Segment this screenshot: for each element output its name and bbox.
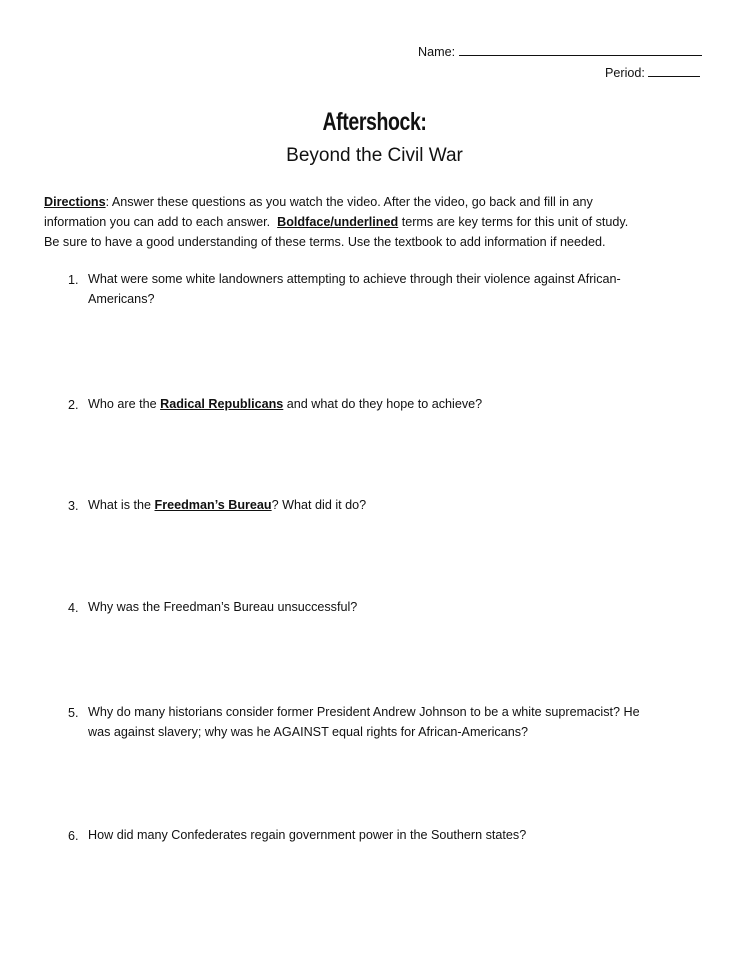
page-title: Aftershock:: [322, 108, 427, 136]
key-term: Freedman’s Bureau: [154, 498, 272, 512]
question-number: 6.: [68, 829, 79, 843]
question-text: and what do they hope to achieve?: [283, 397, 483, 411]
directions-line2b: terms are key terms for this unit of study.: [398, 215, 629, 229]
directions-line3: Be sure to have a good understanding of these terms. Use the textbook to add information if needed.: [44, 235, 606, 249]
page-subtitle: Beyond the Civil War: [286, 145, 463, 166]
directions: [44, 192, 628, 252]
directions-line1: : Answer these questions as you watch the video. After the video, go back and fill in any: [105, 195, 593, 209]
question-text: Americans?: [88, 292, 155, 306]
question-text: How did many Confederates regain government power in the Southern states?: [88, 828, 527, 842]
question-text: Why do many historians consider former President Andrew Johnson to be a white supremacist? He: [88, 705, 640, 719]
question-number: 3.: [68, 499, 79, 513]
question-number: 1.: [68, 273, 79, 287]
name-blank[interactable]: [459, 43, 702, 56]
question-text: Why was the Freedman’s Bureau unsuccessful?: [88, 600, 358, 614]
question-text: What is the: [88, 498, 155, 512]
name-field: [418, 43, 702, 59]
question-number: 4.: [68, 601, 79, 615]
key-term: Radical Republicans: [160, 397, 284, 411]
key-term-note: Boldface/underlined: [277, 215, 399, 229]
question-text: was against slavery; why was he AGAINST equal rights for African-Americans?: [88, 725, 529, 739]
period-blank[interactable]: [648, 64, 700, 77]
question-number: 5.: [68, 706, 79, 720]
question-text: Who are the: [88, 397, 161, 411]
period-field: [605, 64, 700, 80]
directions-line2a: information you can add to each answer.: [44, 215, 278, 229]
name-label: Name:: [418, 45, 456, 59]
period-label: Period:: [605, 66, 645, 80]
question-number: 2.: [68, 398, 79, 412]
question-text: ? What did it do?: [271, 498, 367, 512]
question-text: What were some white landowners attempting to achieve through their violence against African-: [88, 272, 621, 286]
directions-label: Directions: [44, 195, 106, 209]
